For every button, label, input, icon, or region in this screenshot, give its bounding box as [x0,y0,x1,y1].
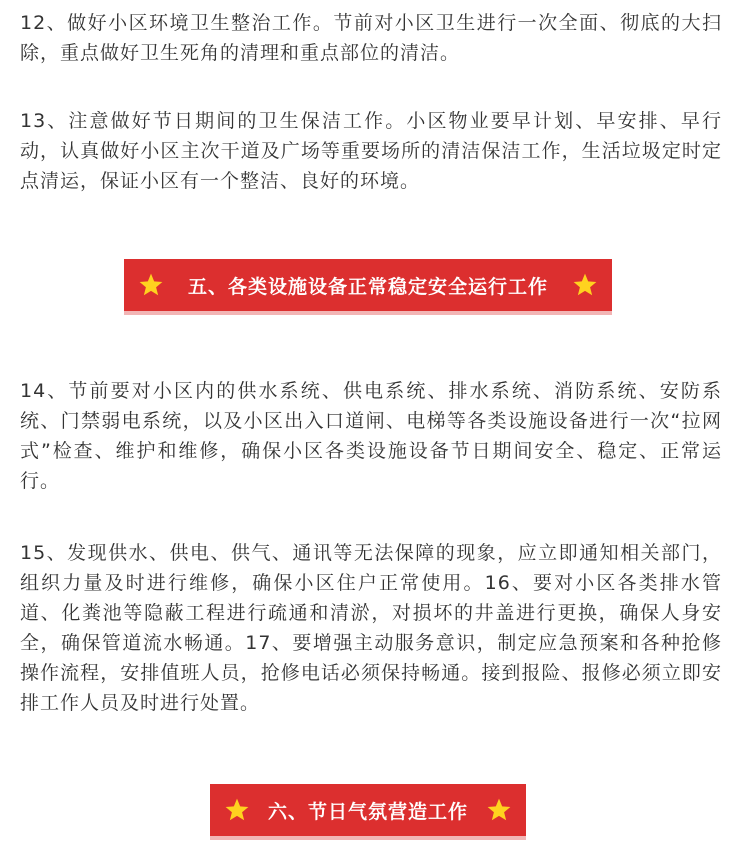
section-6-title: 六、节日气氛营造工作 [267,800,468,823]
star-icon [138,272,164,298]
paragraph-12: 12、做好小区环境卫生整治工作。节前对小区卫生进行一次全面、彻底的大扫除，重点做好卫生死角的清理和重点部位的清洁。 [20,12,722,64]
star-icon [572,272,598,298]
section-5-title: 五、各类设施设备正常稳定安全运行工作 [187,275,548,298]
star-icon [486,797,512,823]
star-icon [224,797,250,823]
section-5-banner [124,259,612,311]
paragraph-14: 14、节前要对小区内的供水系统、供电系统、排水系统、消防系统、安防系统、门禁弱电系统，以及小区出入口道闸、电梯等各类设施设备进行一次“拉网式”检查、维护和维修，确保小区各类设施设备节日期间安全、稳定、正常运行。 [20,380,722,492]
section-6-banner [210,784,526,836]
paragraph-13: 13、注意做好节日期间的卫生保洁工作。小区物业要早计划、早安排、早行动，认真做好小区主次干道及广场等重要场所的清洁保洁工作，生活垃圾定时定点清运，保证小区有一个整洁、良好的环境。 [20,110,722,192]
paragraph-15: 15、发现供水、供电、供气、通讯等无法保障的现象，应立即通知相关部门，组织力量及时进行维修，确保小区住户正常使用。16、要对小区各类排水管道、化粪池等隐蔽工程进行疏通和清淤，对损坏的井盖进行更换，确保人身安全，确保管道流水畅通。17、要增强主动服务意识，制定应急预案和各种抢修操作流程，安排值班人员，抢修电话必须保持畅通。接到报险、报修必须立即安排工作人员及时进行处置。 [20,542,722,714]
